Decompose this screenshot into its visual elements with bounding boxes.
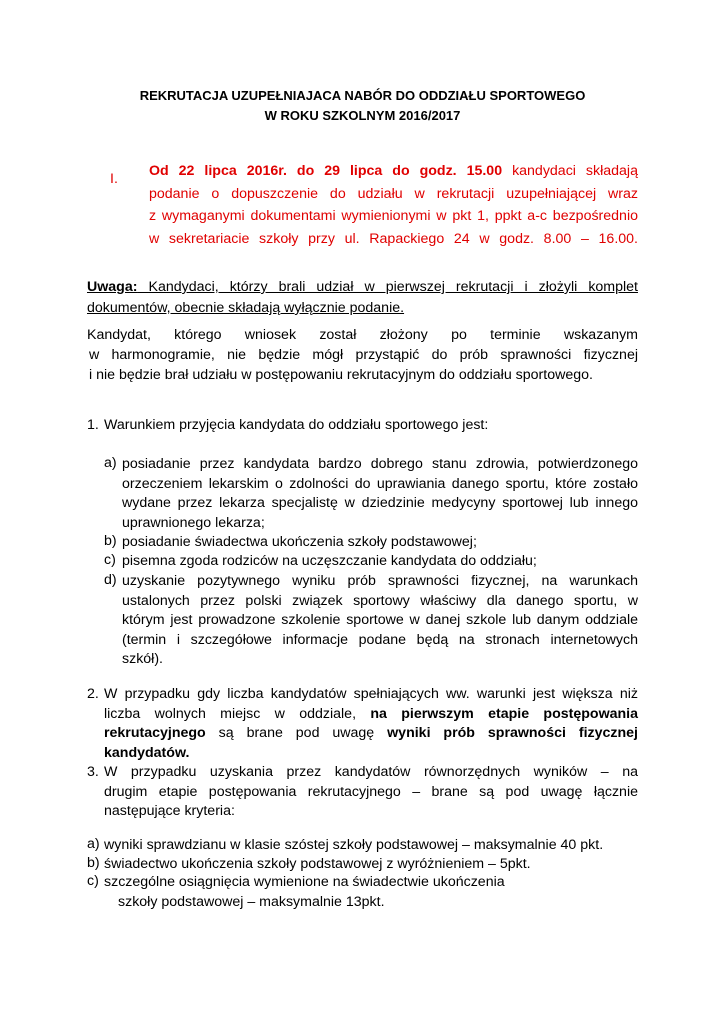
- section-numeral: I.: [110, 171, 118, 187]
- point-3-item-c-label: c): [87, 873, 99, 889]
- uwaga-label: Uwaga:: [87, 279, 138, 295]
- point-3-item-c-line-2: szkoły podstawowej – maksymalnie 13pkt.: [118, 893, 385, 910]
- section-i-line-2: podanie o dopuszczenie do udziału w rekrutacji uzupełniającej wraz: [149, 185, 638, 202]
- kandydat-line-3: i nie będzie brał udziału w postępowaniu rekrutacyjnym do oddziału sportowego.: [89, 367, 593, 383]
- point-1-item-a-line-4: uprawnionego lekarza;: [122, 514, 265, 531]
- point-1-item-c-line-1: pisemna zgoda rodziców na uczęszczanie kandydata do oddziału;: [122, 553, 537, 569]
- point-1-item-c-label: c): [104, 552, 116, 568]
- uwaga-text-1: Kandydaci, którzy brali udział w pierwszej rekrutacji i złożyli komplet: [148, 279, 638, 295]
- point-1-item-d-line-1: uzyskanie pozytywnego wyniku prób sprawności fizycznej, na warunkach: [122, 573, 638, 589]
- kandydat-line-2: w harmonogramie, nie będzie mógł przystąpić do prób sprawności fizycznej: [89, 347, 638, 363]
- point-2-line-2-pre: liczba wolnych miejsc w oddziale,: [104, 705, 357, 722]
- section-i-line-1-rest: kandydaci składają: [512, 163, 638, 179]
- point-1-item-d: [122, 572, 638, 670]
- point-2-line-4: kandydatów.: [104, 744, 190, 761]
- point-2-line-1: W przypadku gdy liczba kandydatów spełniających ww. warunki jest większa niż: [104, 686, 638, 702]
- point-3-item-b-label: b): [87, 855, 100, 871]
- uwaga-line-1: [87, 277, 638, 298]
- point-1-text: Warunkiem przyjęcia kandydata do oddziału sportowego jest:: [104, 417, 489, 433]
- kandydat-line-1: Kandydat, którego wniosek został złożony po terminie wskazanym: [87, 327, 638, 343]
- point-2-line-3-bold-2: wyniki prób sprawności fizycznej: [387, 725, 639, 741]
- point-3-item-c-line-1: szczególne osiągnięcia wymienione na świadectwie ukończenia: [104, 874, 505, 890]
- point-1-number: 1.: [87, 417, 99, 433]
- point-1-item-b: [122, 533, 638, 553]
- point-1-item-a-line-2: orzeczeniem lekarskim o zdolności do uprawiania danego sportu, które zostało: [122, 475, 638, 492]
- point-2-line-2: [104, 705, 638, 725]
- section-i-date-range: Od 22 lipca 2016r. do 29 lipca do godz. 15.00: [149, 163, 503, 179]
- point-2-line-3-bold-1: rekrutacyjnego: [104, 725, 206, 741]
- uwaga-line-2: dokumentów, obecnie składają wyłącznie podanie.: [87, 300, 405, 316]
- point-1-item-d-line-3: którym jest prowadzone szkolenie sportowe w danej szkole lub danym oddziale: [122, 612, 638, 628]
- point-3-line-2: drugim etapie postępowania rekrutacyjnego – brane są pod uwagę łącznie: [104, 783, 638, 800]
- point-1-item-a-line-3: wydane przez lekarza specjalistę w dziedzinie medycyny sportowej lub innego: [122, 495, 638, 511]
- point-2-line-2-bold: na pierwszym etapie postępowania: [370, 705, 638, 722]
- point-1-item-a: [122, 455, 638, 533]
- section-i-paragraph: [149, 160, 638, 250]
- point-3-text: [104, 763, 638, 822]
- section-i-line-1: [149, 160, 638, 183]
- point-3-line-1: W przypadku uzyskania przez kandydatów równorzędnych wyników – na: [104, 764, 638, 780]
- point-2-line-3: [104, 724, 638, 744]
- point-1-item-d-line-2: ustalonych przez polski związek sportowy właściwy dla danego sportu, w: [122, 592, 638, 609]
- point-1-item-d-line-5: szkół).: [122, 651, 163, 667]
- point-2-number: 2.: [87, 686, 99, 702]
- point-3-item-a-line-1: wyniki sprawdzianu w klasie szóstej szkoły podstawowej – maksymalnie 40 pkt.: [104, 837, 604, 853]
- point-1-item-c: [122, 552, 638, 572]
- section-i-line-4: w sekretariacie szkoły przy ul. Rapackiego 24 w godz. 8.00 – 16.00.: [149, 230, 638, 247]
- point-1-item-b-label: b): [104, 533, 117, 549]
- point-3-item-a-label: a): [87, 836, 100, 852]
- point-1-item-a-line-1: posiadanie przez kandydata bardzo dobrego stanu zdrowia, potwierdzonego: [122, 456, 638, 472]
- document-title-line-1: REKRUTACJA UZUPEŁNIAJACA NABÓR DO ODDZIAŁU SPORTOWEGO: [139, 88, 586, 103]
- document-title-line-2: W ROKU SZKOLNYM 2016/2017: [264, 108, 461, 123]
- point-3-number: 3.: [87, 764, 99, 780]
- section-i-line-3: z wymaganymi dokumentami wymienionymi w pkt 1, ppkt a-c bezpośrednio: [149, 208, 638, 224]
- point-3-item-c: [104, 873, 638, 912]
- point-3-item-b-line-1: świadectwo ukończenia szkoły podstawowej z wyróżnieniem – 5pkt.: [104, 856, 531, 872]
- point-3-item-b: [104, 855, 638, 875]
- kandydat-paragraph: [87, 325, 638, 385]
- point-2-line-3-mid: są brane pod uwagę: [218, 725, 375, 741]
- point-1-item-a-label: a): [104, 455, 117, 471]
- uwaga-note: [87, 277, 638, 319]
- point-2-text: [104, 685, 638, 763]
- point-1-item-b-line-1: posiadanie świadectwa ukończenia szkoły podstawowej;: [122, 534, 477, 550]
- point-1-item-d-line-4: (termin i szczegółowe informacje podane będą na stronach internetowych: [122, 631, 638, 648]
- point-3-line-3: następujące kryteria:: [104, 803, 235, 819]
- point-3-item-a: [104, 836, 638, 856]
- point-1-item-d-label: d): [104, 572, 117, 588]
